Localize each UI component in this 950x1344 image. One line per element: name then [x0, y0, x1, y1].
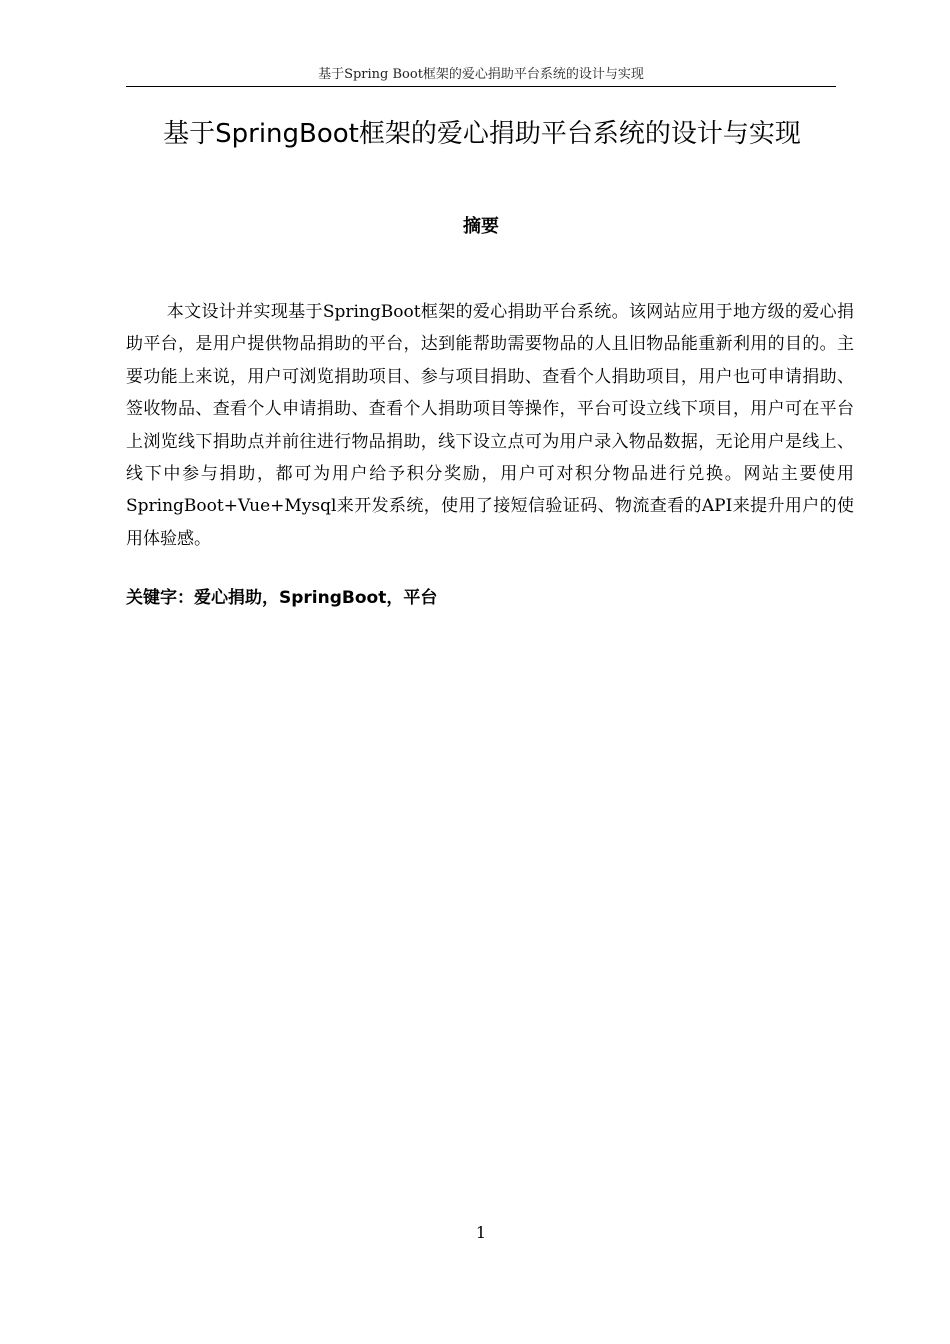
page-number: 1 — [475, 1223, 487, 1242]
abstract-heading: 摘要 — [463, 216, 499, 237]
abstract-paragraph: 本文设计并实现基于SpringBoot框架的爱心捐助平台系统。该网站应用于地方级的爱心捐助平台，是用户提供物品捐助的平台，达到能帮助需要物品的人且旧物品能重新利用的目的。主要功能上来说，用户可浏览捐助项目、参与项目捐助、查看个人捐助项目，用户也可申请捐助、签收物品、查看个人申请捐助、查看个人捐助项目等操作，平台可设立线下项目，用户可在平台上浏览线下捐助点并前往进行物品捐助，线下设立点可为用户录入物品数据，无论用户是线上、线下中参与捐助，都可为用户给予积分奖励，用户可对积分物品进行兑换。网站主要使用 SpringBoot+Vue+Mysql来开发系统，使用了接短信验证码、物流查看的API来提升用户的使用体验感。 — [126, 302, 854, 549]
keywords-line: 关键字：爱心捐助，SpringBoot，平台 — [126, 588, 438, 608]
header-divider — [126, 86, 836, 87]
document-title: 基于SpringBoot框架的爱心捐助平台系统的设计与实现 — [163, 119, 801, 149]
running-header: 基于Spring Boot框架的爱心捐助平台系统的设计与实现 — [318, 67, 644, 82]
